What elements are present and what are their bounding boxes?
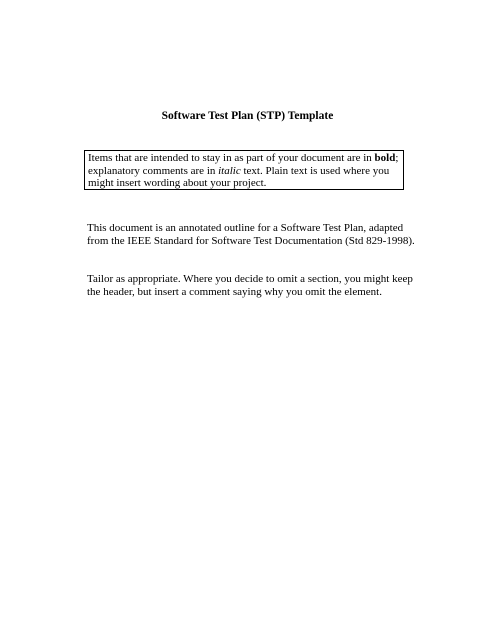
legend-text-part-1: Items that are intended to stay in as part of your document are in [88,152,375,164]
legend-text-part-2: ; explanatory comments are in [88,152,399,177]
document-title: Software Test Plan (STP) Template [161,110,334,122]
intro-paragraph: This document is an annotated outline for a Software Test Plan, adapted from the IEEE Standard for Software Test Documentation (Std 829-1998). [87,222,415,247]
legend-text-part-3: text. Plain text is used where you might insert wording about your project. [88,164,390,189]
legend-italic-example: italic [218,164,241,177]
legend-bold-example: bold [374,152,396,164]
tailoring-paragraph: Tailor as appropriate. Where you decide to omit a section, you might keep the header, but insert a comment saying why you omit the element. [87,273,413,298]
legend-note-box [84,150,404,190]
legend-note-text [88,152,400,190]
